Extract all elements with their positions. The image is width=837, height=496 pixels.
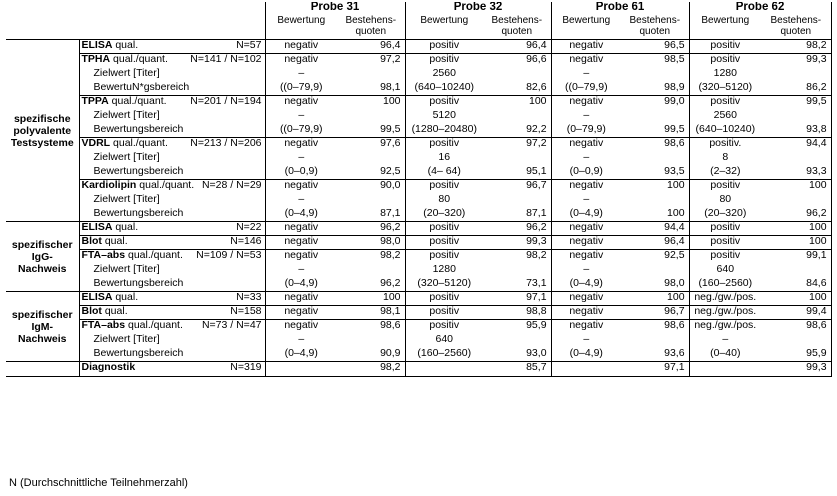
quote-cell xyxy=(621,68,689,82)
quote-cell: 98,2 xyxy=(761,40,831,54)
bewertung-cell: negativ xyxy=(265,96,337,110)
quote-cell: 92,5 xyxy=(337,166,405,180)
quote-cell xyxy=(483,110,551,124)
quote-cell: 92,5 xyxy=(621,250,689,264)
quote-cell: 97,1 xyxy=(483,292,551,306)
test-method: qual./quant. xyxy=(113,53,168,65)
test-name: TPPA xyxy=(81,95,109,107)
bewertung-cell: negativ xyxy=(265,54,337,68)
participant-count: N=213 / N=206 xyxy=(190,137,262,149)
diagnostik-quote: 97,1 xyxy=(621,362,689,377)
quote-cell: 100 xyxy=(483,96,551,110)
quote-cell: 97,6 xyxy=(337,138,405,152)
quote-cell: 93,5 xyxy=(621,166,689,180)
quote-cell: 96,4 xyxy=(337,40,405,54)
sub-header-bewertung: Bewertung xyxy=(562,15,611,26)
bewertung-cell: 16 xyxy=(438,151,451,163)
bewertung-cell: negativ xyxy=(551,236,621,250)
bewertung-cell: 2560 xyxy=(713,109,737,121)
bewertung-cell: negativ xyxy=(551,54,621,68)
quote-cell: 100 xyxy=(761,236,831,250)
bewertung-cell: – xyxy=(583,67,590,79)
bewertung-cell: positiv xyxy=(689,180,761,194)
table-row xyxy=(6,54,831,68)
test-name-cell xyxy=(79,292,265,306)
quote-cell: 99,3 xyxy=(761,54,831,68)
participant-count: N=158 xyxy=(230,305,262,317)
quote-cell: 98,2 xyxy=(337,250,405,264)
bewertung-cell: 1280 xyxy=(432,263,456,275)
quote-cell xyxy=(621,194,689,208)
quote-cell xyxy=(761,194,831,208)
quote-cell: 100 xyxy=(761,180,831,194)
table-row xyxy=(6,152,831,166)
footnote: N (Durchschnittliche Teilnehmerzahl) xyxy=(9,477,188,489)
bewertung-cell: (0–4,9) xyxy=(569,277,603,289)
bewertung-cell: neg./gw./pos. xyxy=(689,320,761,334)
test-name-cell xyxy=(79,250,265,264)
row-label: Zielwert [Titer] xyxy=(79,110,265,124)
bewertung-cell: – xyxy=(298,67,305,79)
bewertung-cell: positiv xyxy=(689,54,761,68)
participant-count: N=33 xyxy=(236,291,262,303)
quote-cell: 99,1 xyxy=(761,250,831,264)
bewertung-cell: – xyxy=(298,263,305,275)
quote-cell: 99,4 xyxy=(761,306,831,320)
quote-cell xyxy=(761,264,831,278)
bewertung-cell: (0–4,9) xyxy=(569,347,603,359)
group-label: spezifische polyvalente Testsysteme xyxy=(6,40,79,222)
quote-cell: 87,1 xyxy=(337,208,405,222)
quote-cell: 95,9 xyxy=(483,320,551,334)
table-row xyxy=(6,68,831,82)
bewertung-cell: negativ xyxy=(265,222,337,236)
quote-cell: 98,0 xyxy=(337,236,405,250)
test-name: Kardiolipin xyxy=(81,179,137,191)
test-name-cell xyxy=(79,96,265,110)
table-row xyxy=(6,292,831,306)
bewertung-cell: (2–32) xyxy=(710,165,741,177)
sub-header-bewertung: Bewertung xyxy=(277,15,326,26)
bewertung-cell: 80 xyxy=(719,193,732,205)
quote-cell: 94,4 xyxy=(761,138,831,152)
bewertung-cell: negativ xyxy=(551,96,621,110)
probe-header: Probe 61 xyxy=(551,2,689,15)
bewertung-cell: – xyxy=(583,263,590,275)
sub-header-quoten: Bestehens-quoten xyxy=(483,15,551,40)
quote-cell: 95,9 xyxy=(761,348,831,362)
quote-cell: 98,6 xyxy=(621,138,689,152)
bewertung-cell: (20–320) xyxy=(704,207,747,219)
probe-header: Probe 31 xyxy=(265,2,405,15)
table-row xyxy=(6,278,831,292)
test-name: FTA–abs xyxy=(81,319,126,331)
quote-cell: 82,6 xyxy=(483,82,551,96)
quote-cell: 93,6 xyxy=(621,348,689,362)
test-method: qual. xyxy=(104,305,128,317)
bewertung-cell: neg./gw./pos. xyxy=(689,292,761,306)
quote-cell: 73,1 xyxy=(483,278,551,292)
bewertung-cell: (640–10240) xyxy=(414,81,475,93)
quote-cell: 96,2 xyxy=(483,222,551,236)
quote-cell: 98,5 xyxy=(621,54,689,68)
quote-cell: 100 xyxy=(621,292,689,306)
bewertung-cell: – xyxy=(298,109,305,121)
quote-cell: 96,7 xyxy=(621,306,689,320)
quote-cell: 93,0 xyxy=(483,348,551,362)
participant-count: N=22 xyxy=(236,221,262,233)
quote-cell: 93,3 xyxy=(761,166,831,180)
table-row xyxy=(6,320,831,334)
quote-cell: 98,9 xyxy=(621,82,689,96)
bewertung-cell: negativ xyxy=(551,320,621,334)
bewertung-cell: ((0–79,9) xyxy=(279,123,323,135)
test-method: qual. xyxy=(115,221,139,233)
quote-cell: 96,2 xyxy=(337,278,405,292)
test-name-cell xyxy=(79,320,265,334)
table-row xyxy=(6,124,831,138)
bewertung-cell: positiv xyxy=(689,250,761,264)
bewertung-cell: (0–0,9) xyxy=(284,165,318,177)
quote-cell: 100 xyxy=(337,96,405,110)
quote-cell: 100 xyxy=(621,208,689,222)
quote-cell xyxy=(761,152,831,166)
sub-header-bewertung: Bewertung xyxy=(420,15,469,26)
quote-cell: 97,2 xyxy=(483,138,551,152)
diagnostik-quote: 85,7 xyxy=(483,362,551,377)
bewertung-cell: (0–4,9) xyxy=(284,207,318,219)
bewertung-cell: (320–5120) xyxy=(417,277,472,289)
bewertung-cell: negativ xyxy=(551,40,621,54)
table-row xyxy=(6,96,831,110)
quote-cell xyxy=(621,334,689,348)
test-name: Blot xyxy=(81,235,102,247)
header-probe-row xyxy=(6,2,831,15)
bewertung-cell: – xyxy=(298,333,305,345)
row-label: Bewertungsbereich xyxy=(79,124,265,138)
table-row xyxy=(6,180,831,194)
quote-cell: 100 xyxy=(337,292,405,306)
test-name-cell xyxy=(79,54,265,68)
quote-cell: 96,7 xyxy=(483,180,551,194)
quote-cell xyxy=(761,68,831,82)
quote-cell: 92,2 xyxy=(483,124,551,138)
test-name-cell xyxy=(79,306,265,320)
quote-cell: 98,1 xyxy=(337,82,405,96)
participant-count: N=319 xyxy=(230,361,262,373)
sub-header-quoten: Bestehens-quoten xyxy=(761,15,831,40)
quote-cell: 99,5 xyxy=(621,124,689,138)
table-row xyxy=(6,82,831,96)
table-row xyxy=(6,40,831,54)
participant-count: N=141 / N=102 xyxy=(190,53,262,65)
test-name: FTA–abs xyxy=(81,249,126,261)
bewertung-cell: – xyxy=(583,109,590,121)
quote-cell: 96,5 xyxy=(621,40,689,54)
sub-header-bewertung: Bewertung xyxy=(701,15,750,26)
quote-cell: 96,2 xyxy=(337,222,405,236)
bewertung-cell: positiv xyxy=(405,96,483,110)
quote-cell: 99,3 xyxy=(483,236,551,250)
quote-cell: 98,0 xyxy=(621,278,689,292)
bewertung-cell: negativ xyxy=(265,250,337,264)
sub-header-quoten: Bestehens-quoten xyxy=(337,15,405,40)
bewertung-cell: negativ xyxy=(551,250,621,264)
quote-cell xyxy=(337,68,405,82)
bewertung-cell: negativ xyxy=(265,306,337,320)
results-table xyxy=(6,2,832,377)
quote-cell: 99,0 xyxy=(621,96,689,110)
test-method: qual. xyxy=(104,235,128,247)
quote-cell: 94,4 xyxy=(621,222,689,236)
table-row xyxy=(6,348,831,362)
bewertung-cell: positiv xyxy=(405,222,483,236)
quote-cell xyxy=(483,194,551,208)
bewertung-cell: (20–320) xyxy=(423,207,466,219)
quote-cell: 100 xyxy=(761,222,831,236)
test-method: qual. xyxy=(115,39,139,51)
row-label: Zielwert [Titer] xyxy=(79,68,265,82)
bewertung-cell: 640 xyxy=(435,333,454,345)
row-label: Bewertungsbereich xyxy=(79,278,265,292)
bewertung-cell: positiv xyxy=(689,236,761,250)
bewertung-cell: (1280–20480) xyxy=(411,123,477,135)
test-method: qual./quant. xyxy=(111,95,167,107)
diagnostik-label-cell xyxy=(79,362,265,377)
quote-cell xyxy=(621,264,689,278)
bewertung-cell: positiv xyxy=(405,180,483,194)
quote-cell: 96,4 xyxy=(621,236,689,250)
bewertung-cell: positiv xyxy=(689,40,761,54)
quote-cell xyxy=(337,110,405,124)
row-label: Bewertungsbereich xyxy=(79,208,265,222)
quote-cell xyxy=(483,264,551,278)
bewertung-cell: positiv xyxy=(405,306,483,320)
quote-cell xyxy=(337,334,405,348)
test-method: qual./quant. xyxy=(113,137,168,149)
bewertung-cell: positiv xyxy=(405,138,483,152)
bewertung-cell: (4– 64) xyxy=(427,165,461,177)
row-label: Zielwert [Titer] xyxy=(79,152,265,166)
quote-cell: 95,1 xyxy=(483,166,551,180)
bewertung-cell: negativ xyxy=(551,306,621,320)
participant-count: N=109 / N=53 xyxy=(196,249,262,261)
quote-cell: 98,2 xyxy=(483,250,551,264)
quote-cell xyxy=(483,68,551,82)
bewertung-cell: (320–5120) xyxy=(698,81,753,93)
table-row xyxy=(6,194,831,208)
quote-cell xyxy=(761,110,831,124)
bewertung-cell: positiv xyxy=(689,222,761,236)
test-method: qual. xyxy=(115,291,139,303)
table-row xyxy=(6,166,831,180)
row-label: Zielwert [Titer] xyxy=(79,334,265,348)
quote-cell xyxy=(483,334,551,348)
bewertung-cell: – xyxy=(583,151,590,163)
participant-count: N=57 xyxy=(236,39,262,51)
group-label: spezifischer IgM-Nachweis xyxy=(6,292,79,362)
bewertung-cell: negativ xyxy=(265,236,337,250)
quote-cell: 98,6 xyxy=(621,320,689,334)
quote-cell xyxy=(621,152,689,166)
bewertung-cell: positiv xyxy=(405,40,483,54)
row-label: Bewertungsbereich xyxy=(79,166,265,180)
bewertung-cell: – xyxy=(583,193,590,205)
test-name-cell xyxy=(79,222,265,236)
test-name: ELISA xyxy=(81,221,113,233)
bewertung-cell: (0–4,9) xyxy=(284,347,318,359)
quote-cell xyxy=(621,110,689,124)
row-label: BewertuN*gsbereich xyxy=(79,82,265,96)
bewertung-cell: 640 xyxy=(716,263,735,275)
bewertung-cell: positiv xyxy=(689,96,761,110)
quote-cell: 99,5 xyxy=(761,96,831,110)
bewertung-cell: positiv xyxy=(405,320,483,334)
quote-cell: 86,2 xyxy=(761,82,831,96)
quote-cell: 97,2 xyxy=(337,54,405,68)
bewertung-cell: – xyxy=(298,193,305,205)
test-method: qual./quant. xyxy=(128,249,183,261)
bewertung-cell: negativ xyxy=(265,320,337,334)
quote-cell: 98,8 xyxy=(483,306,551,320)
row-label: Zielwert [Titer] xyxy=(79,264,265,278)
bewertung-cell: negativ xyxy=(265,180,337,194)
test-method: qual./quant. xyxy=(139,179,195,191)
quote-cell: 100 xyxy=(621,180,689,194)
bewertung-cell: negativ xyxy=(265,138,337,152)
test-name: ELISA xyxy=(81,291,113,303)
bewertung-cell: negativ xyxy=(265,292,337,306)
participant-count: N=28 / N=29 xyxy=(201,179,262,191)
bewertung-cell: (160–2560) xyxy=(698,277,753,289)
bewertung-cell: (160–2560) xyxy=(417,347,472,359)
quote-cell: 96,4 xyxy=(483,40,551,54)
table-row xyxy=(6,250,831,264)
bewertung-cell: ((0–79,9) xyxy=(279,81,323,93)
bewertung-cell: negativ xyxy=(551,138,621,152)
quote-cell: 96,6 xyxy=(483,54,551,68)
test-method: qual./quant. xyxy=(128,319,183,331)
test-name: VDRL xyxy=(81,137,111,149)
table-row xyxy=(6,110,831,124)
row-label: Bewertungsbereich xyxy=(79,348,265,362)
table-row xyxy=(6,306,831,320)
diagnostik-row xyxy=(6,362,831,377)
bewertung-cell: – xyxy=(298,151,305,163)
group-label: spezifischer IgG-Nachweis xyxy=(6,222,79,292)
table-row xyxy=(6,208,831,222)
bewertung-cell: (0–79,9) xyxy=(566,123,606,135)
bewertung-cell: positiv xyxy=(405,292,483,306)
participant-count: N=146 xyxy=(230,235,262,247)
bewertung-cell: positiv xyxy=(405,236,483,250)
bewertung-cell: (640–10240) xyxy=(695,123,756,135)
quote-cell: 100 xyxy=(761,292,831,306)
header-sub-row xyxy=(6,15,831,40)
bewertung-cell: – xyxy=(722,333,729,345)
bewertung-cell: negativ xyxy=(551,292,621,306)
bewertung-cell: 80 xyxy=(438,193,451,205)
bewertung-cell: 2560 xyxy=(432,67,456,79)
quote-cell xyxy=(483,152,551,166)
bewertung-cell: (0–4,9) xyxy=(284,277,318,289)
table-row xyxy=(6,222,831,236)
bewertung-cell: neg./gw./pos. xyxy=(689,306,761,320)
bewertung-cell: 5120 xyxy=(432,109,456,121)
table-row xyxy=(6,236,831,250)
bewertung-cell: ((0–79,9) xyxy=(564,81,608,93)
bewertung-cell: positiv. xyxy=(689,138,761,152)
diagnostik-name: Diagnostik xyxy=(81,361,136,373)
bewertung-cell: (0–40) xyxy=(710,347,741,359)
test-name-cell xyxy=(79,236,265,250)
quote-cell: 84,6 xyxy=(761,278,831,292)
probe-header: Probe 32 xyxy=(405,2,551,15)
diagnostik-quote: 98,2 xyxy=(337,362,405,377)
table-row xyxy=(6,264,831,278)
quote-cell: 90,0 xyxy=(337,180,405,194)
quote-cell: 90,9 xyxy=(337,348,405,362)
quote-cell: 98,6 xyxy=(761,320,831,334)
table-row xyxy=(6,138,831,152)
quote-cell: 93,8 xyxy=(761,124,831,138)
bewertung-cell: 8 xyxy=(722,151,729,163)
quote-cell: 99,5 xyxy=(337,124,405,138)
quote-cell: 98,1 xyxy=(337,306,405,320)
bewertung-cell: (0–4,9) xyxy=(569,207,603,219)
quote-cell xyxy=(761,334,831,348)
bewertung-cell: 1280 xyxy=(713,67,737,79)
participant-count: N=73 / N=47 xyxy=(201,319,262,331)
participant-count: N=201 / N=194 xyxy=(190,95,262,107)
probe-header: Probe 62 xyxy=(689,2,831,15)
diagnostik-quote: 99,3 xyxy=(761,362,831,377)
bewertung-cell: negativ xyxy=(551,222,621,236)
test-name: Blot xyxy=(81,305,102,317)
test-name: ELISA xyxy=(81,39,113,51)
bewertung-cell: (0–0,9) xyxy=(569,165,603,177)
sub-header-quoten: Bestehens-quoten xyxy=(621,15,689,40)
bewertung-cell: positiv xyxy=(405,54,483,68)
table-row xyxy=(6,334,831,348)
bewertung-cell: positiv xyxy=(405,250,483,264)
bewertung-cell: negativ xyxy=(551,180,621,194)
quote-cell xyxy=(337,152,405,166)
bewertung-cell: – xyxy=(583,333,590,345)
quote-cell xyxy=(337,194,405,208)
row-label: Zielwert [Titer] xyxy=(79,194,265,208)
test-name-cell xyxy=(79,180,265,194)
bewertung-cell: negativ xyxy=(265,40,337,54)
quote-cell: 98,6 xyxy=(337,320,405,334)
test-name-cell xyxy=(79,138,265,152)
quote-cell: 96,2 xyxy=(761,208,831,222)
quote-cell: 87,1 xyxy=(483,208,551,222)
test-name-cell xyxy=(79,40,265,54)
test-name: TPHA xyxy=(81,53,111,65)
quote-cell xyxy=(337,264,405,278)
